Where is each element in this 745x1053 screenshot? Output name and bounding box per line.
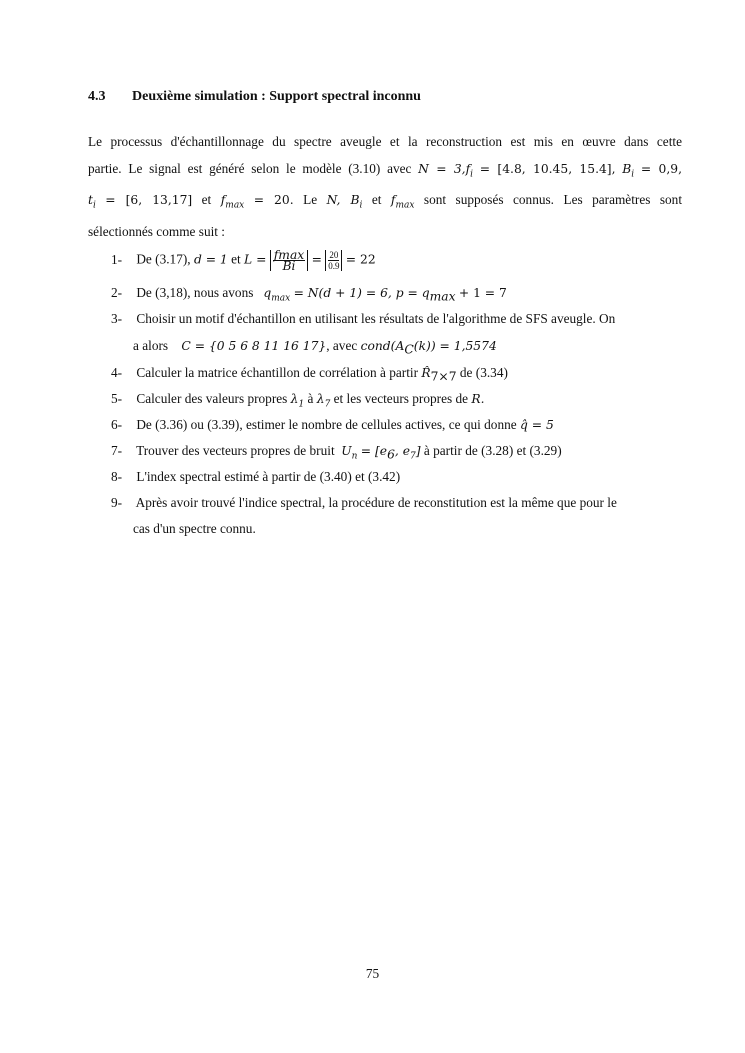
fraction-20-09: $\frac{20}{0.9}$	[325, 250, 342, 271]
list-item: 5- Calculer des valeurs propres $\lambda_1$ à $\lambda_7$ et les vecteurs propres de R.	[111, 391, 485, 410]
list-item-continuation: a alors C = {0 5 6 8 11 16 17}, avec $cond(A_C(k)) = 1,5574$	[133, 338, 497, 357]
list-item: 9- Après avoir trouvé l'indice spectral, la procédure de reconstitution est la même que pour le	[111, 495, 617, 510]
list-item: 4- Calculer la matrice échantillon de corrélation à partir $R̂_{7\times 7}$ de (3.34)	[111, 365, 508, 384]
paragraph-line-1: Le processus d'échantillonnage du spectre aveugle et la reconstruction est mis en œuvre dans cette	[88, 134, 682, 149]
section-number: 4.3	[88, 89, 106, 104]
list-item: 1- De (3.17), d = 1 et L = $\frac{fmax}{Bi}$ = $\frac{20}{0.9}$ = 22	[111, 248, 376, 273]
paragraph-line-3: $t_i = [6$, 13,17] et $f_{max} = 20$. Le N, $B_i$ et $f_{max}$ sont supposés connus. Les paramètres sont	[88, 192, 683, 211]
list-item: 2- De (3,18), nous avons $q_{max} = N(d + 1) = 6$, $p = q_{max} + 1 = 7$	[111, 285, 507, 304]
list-item: 8- L'index spectral estimé à partir de (3.40) et (3.42)	[111, 469, 401, 484]
list-item: 6- De (3.36) ou (3.39), estimer le nombre de cellules actives, ce qui donne q̂ = 5	[111, 417, 554, 432]
paragraph-line-4: sélectionnés comme suit :	[88, 224, 226, 240]
section-title: Deuxième simulation : Support spectral inconnu	[132, 89, 421, 104]
fraction-fmax-bi: $\frac{fmax}{Bi}$	[270, 250, 308, 271]
intro-paragraph	[88, 129, 682, 246]
steps-list	[111, 250, 683, 542]
list-item: 7- Trouver des vecteurs propres de bruit $U_n = [e_6$, $e_7$] à partir de (3.28) et (3.29)	[111, 443, 562, 462]
section-heading	[88, 89, 421, 105]
list-item: 3- Choisir un motif d'échantillon en utilisant les résultats de l'algorithme de SFS aveugle. On	[111, 311, 616, 326]
list-item-continuation: cas d'un spectre connu.	[133, 521, 256, 536]
paragraph-line-2: partie. Le signal est généré selon le modèle (3.10) avec $N = 3,f_i = [4.8$, 10.45, 15.4], $B_i = 0,9$,	[88, 160, 683, 179]
page-number: 75	[365, 966, 380, 981]
